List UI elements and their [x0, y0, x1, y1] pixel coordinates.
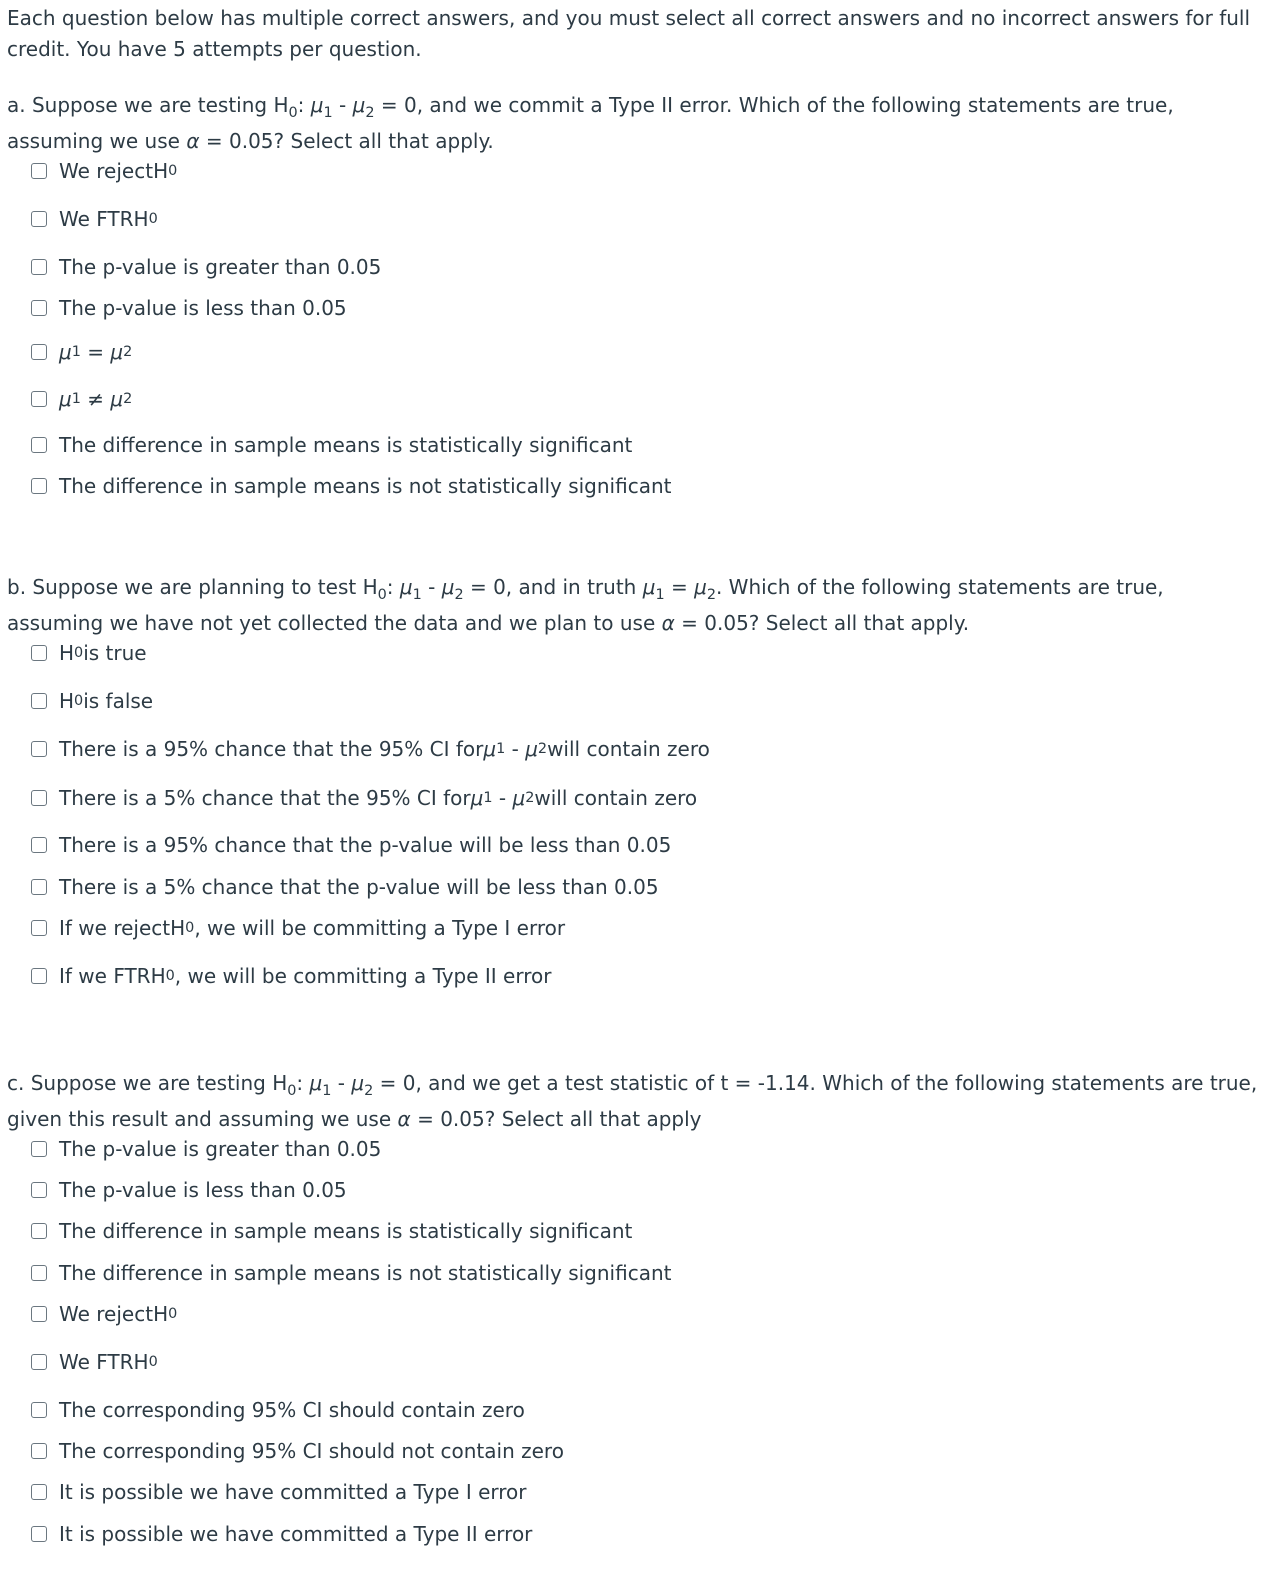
checkbox[interactable] — [31, 1182, 47, 1198]
qc-option-3[interactable]: The difference in sample means is statistically significant — [31, 1218, 632, 1244]
qa-option-5[interactable]: μ 1 = μ 2 — [31, 339, 132, 365]
checkbox[interactable] — [31, 259, 47, 275]
checkbox[interactable] — [31, 879, 47, 895]
qa-option-2[interactable]: We FTR H 0 — [31, 206, 158, 232]
qc-option-2[interactable]: The p-value is less than 0.05 — [31, 1177, 347, 1203]
checkbox[interactable] — [31, 790, 47, 806]
checkbox[interactable] — [31, 1223, 47, 1239]
question-b-stem: b. Suppose we are planning to test $H_0$: $\mu_1 - \mu_2 = 0$, and in truth $\mu_1 = \mu_2$. Which of the following statements are true, — [7, 575, 1164, 604]
qc-option-6[interactable]: We FTR H 0 — [31, 1349, 158, 1375]
checkbox[interactable] — [31, 1354, 47, 1370]
checkbox[interactable] — [31, 211, 47, 227]
checkbox[interactable] — [31, 837, 47, 853]
qc-option-10[interactable]: It is possible we have committed a Type II error — [31, 1521, 532, 1547]
checkbox[interactable] — [31, 1526, 47, 1542]
question-b-stem-line2: assuming we have not yet collected the data and we plan to use α = 0.05? Select all that apply. — [7, 611, 970, 635]
checkbox[interactable] — [31, 645, 47, 661]
qc-option-8[interactable]: The corresponding 95% CI should not contain zero — [31, 1438, 564, 1464]
qb-option-1[interactable]: H 0 is true — [31, 640, 147, 666]
checkbox[interactable] — [31, 741, 47, 757]
checkbox[interactable] — [31, 1306, 47, 1322]
question-c-stem: c. Suppose we are testing $H_0$: $\mu_1 - \mu_2 = 0$, and we get a test statistic of t = -1.14. Which of the following statements are true, — [7, 1071, 1258, 1100]
instructions-text: Each question below has multiple correct answers, and you must select all correct answers and no incorrect answers for full credit. You have 5 attempts per question. — [7, 6, 1251, 61]
checkbox[interactable] — [31, 300, 47, 316]
qc-option-4[interactable]: The difference in sample means is not statistically significant — [31, 1260, 671, 1286]
qb-option-4[interactable]: There is a 5% chance that the 95% CI for μ 1 - μ 2 will contain zero — [31, 785, 697, 811]
checkbox[interactable] — [31, 391, 47, 407]
question-a-stem-line2: assuming we use α = 0.05? Select all that apply. — [7, 129, 494, 153]
qa-option-8[interactable]: The difference in sample means is not statistically significant — [31, 473, 671, 499]
checkbox[interactable] — [31, 968, 47, 984]
checkbox[interactable] — [31, 437, 47, 453]
qb-option-2[interactable]: H 0 is false — [31, 688, 153, 714]
qc-option-1[interactable]: The p-value is greater than 0.05 — [31, 1136, 381, 1162]
qb-option-6[interactable]: There is a 5% chance that the p-value will be less than 0.05 — [31, 874, 659, 900]
question-c-stem-line2: given this result and assuming we use α = 0.05? Select all that apply — [7, 1107, 702, 1131]
checkbox[interactable] — [31, 1443, 47, 1459]
checkbox[interactable] — [31, 1402, 47, 1418]
checkbox[interactable] — [31, 693, 47, 709]
qc-option-9[interactable]: It is possible we have committed a Type I error — [31, 1479, 527, 1505]
qa-option-3[interactable]: The p-value is greater than 0.05 — [31, 254, 381, 280]
checkbox[interactable] — [31, 1265, 47, 1281]
checkbox[interactable] — [31, 344, 47, 360]
qb-option-5[interactable]: There is a 95% chance that the p-value will be less than 0.05 — [31, 832, 671, 858]
qb-option-7[interactable]: If we reject H 0 , we will be committing a Type I error — [31, 915, 565, 941]
qa-option-4[interactable]: The p-value is less than 0.05 — [31, 295, 347, 321]
checkbox[interactable] — [31, 1484, 47, 1500]
qb-option-8[interactable]: If we FTR H 0 , we will be committing a Type II error — [31, 963, 551, 989]
checkbox[interactable] — [31, 1141, 47, 1157]
question-a-stem: a. Suppose we are testing $H_0$: $\mu_1 - \mu_2 = 0$, and we commit a Type II error. Which of the following statements are true, — [7, 93, 1174, 122]
qa-option-7[interactable]: The difference in sample means is statistically significant — [31, 432, 632, 458]
qa-option-6[interactable]: μ 1 ≠ μ 2 — [31, 386, 132, 412]
qa-option-1[interactable]: We reject H 0 — [31, 158, 177, 184]
qb-option-3[interactable]: There is a 95% chance that the 95% CI for μ 1 - μ 2 will contain zero — [31, 736, 710, 762]
qc-option-7[interactable]: The corresponding 95% CI should contain zero — [31, 1397, 525, 1423]
checkbox[interactable] — [31, 920, 47, 936]
checkbox[interactable] — [31, 478, 47, 494]
checkbox[interactable] — [31, 163, 47, 179]
qc-option-5[interactable]: We reject H 0 — [31, 1301, 177, 1327]
